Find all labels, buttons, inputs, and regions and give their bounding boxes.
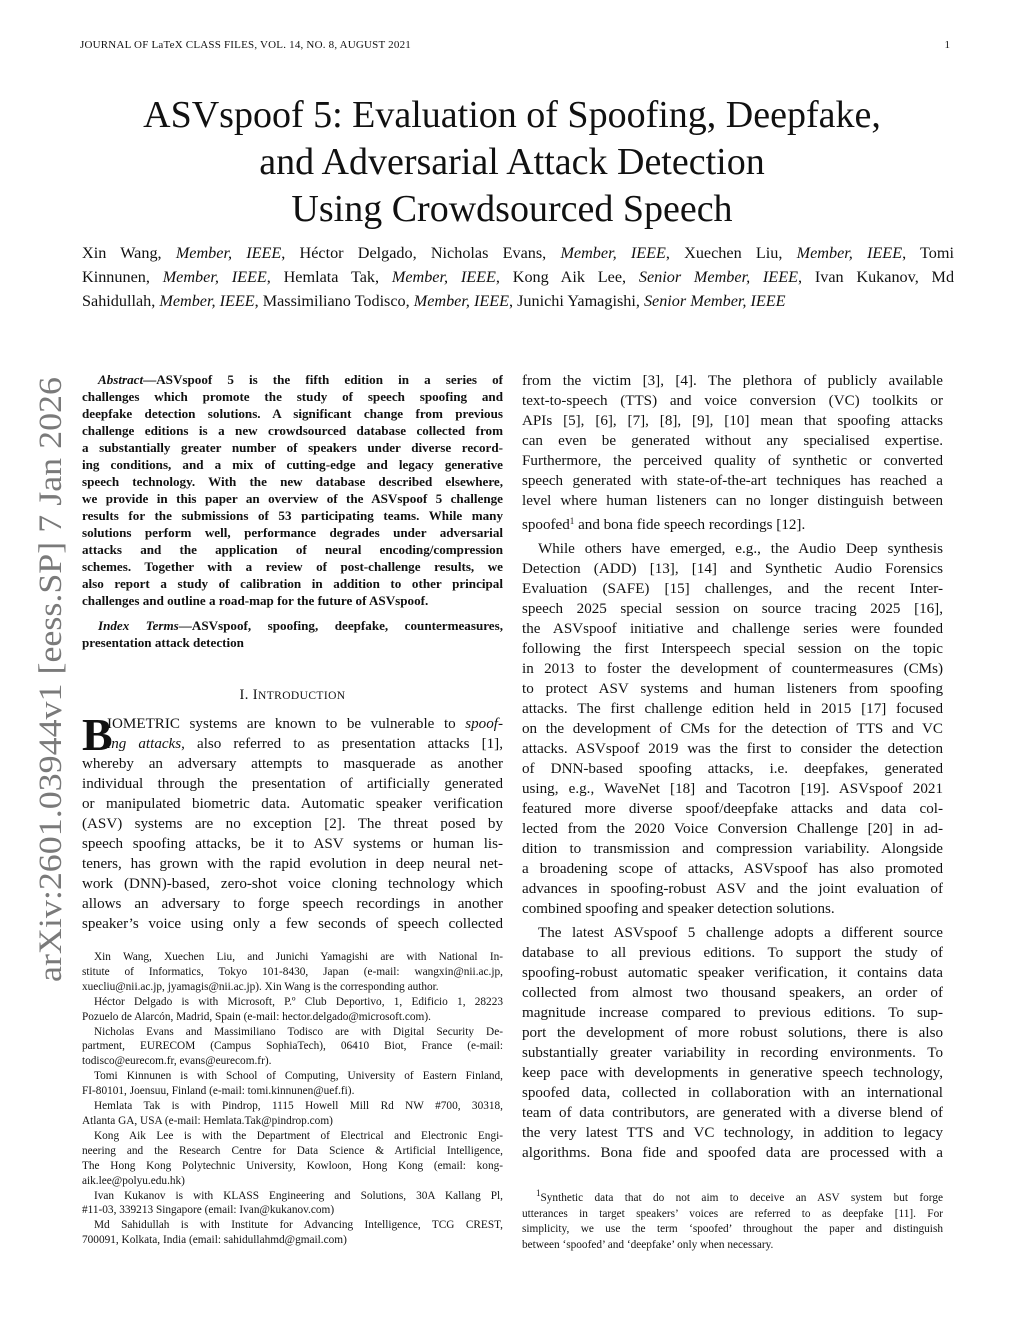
body-line: attacks. The first challenge edition held in 2015 [17] focused <box>522 701 943 717</box>
affiliation-line: #11-03, 339213 Singapore (email: Ivan@kukanov.com) <box>82 1204 335 1217</box>
intro-line: or manipulated biometric data. Automatic speaker verification <box>82 796 503 812</box>
affiliation-line: neering and the Research Centre for Data Science & Artificial Intelligence, <box>82 1144 503 1157</box>
index-terms-heading: Index Terms <box>98 618 179 633</box>
index-terms <box>82 617 503 651</box>
right-column <box>522 371 943 1163</box>
body-line: Furthermore, the perceived quality of synthetic or converted <box>522 453 943 469</box>
body-line: from the victim [3], [4]. The plethora of publicly available <box>522 373 943 389</box>
footnote <box>522 1186 943 1253</box>
affiliation-line: Md Sahidullah is with Institute for Advancing Intelligence, TCG CREST, <box>94 1219 503 1232</box>
affiliation-line: Hemlata Tak is with Pindrop, 1115 Howell Mill Rd NW #700, 30318, <box>94 1100 503 1113</box>
arxiv-label-text: arXiv:2601.03944v1 [eess.SP] 7 Jan 2026 <box>33 426 69 982</box>
body-line: spoofing-robust automatic speaker verification, it contains data <box>522 965 943 981</box>
intro-line: (ASV) systems are no exception [2]. The threat posed by <box>82 816 503 832</box>
abstract-line: challenge editions is a new crowdsourced database collected from <box>82 423 503 438</box>
affiliation-line: Héctor Delgado is with Microsoft, P.º Club Deportivo, 1, Edificio 1, 28223 <box>94 995 503 1008</box>
page-number: 1 <box>944 39 950 51</box>
author-line: Kinnunen, Member, IEEE, Hemlata Tak, Member, IEEE, Kong Aik Lee, Senior Member, IEEE, Ivan Kukanov, Md <box>82 268 954 286</box>
abstract-line: challenges and outline a road-map for the future of ASVspoof. <box>82 593 429 608</box>
body-line: lected from the 2020 Voice Conversion Challenge [20] in ad- <box>522 821 943 837</box>
abstract-line: ing conditions, and a mix of cutting-edge and legacy generative <box>82 457 503 472</box>
running-header <box>80 39 950 59</box>
body-paragraph <box>522 923 943 1163</box>
affiliation-line: Tomi Kinnunen is with School of Computing, University of Eastern Finland, <box>94 1070 503 1083</box>
abstract-line: deepfake detection solutions. A significant change from previous <box>82 406 503 421</box>
abstract-line: results for the submissions of 53 participating teams. While many <box>82 508 503 523</box>
body-line: spoofed data, collected in collaboration with an international <box>522 1085 943 1101</box>
section-heading-introduction: I. INTRODUCTION <box>239 687 346 703</box>
body-line: substantially greater variability in recording environments. To <box>522 1045 943 1061</box>
affiliation-note <box>82 950 503 995</box>
body-line: using, e.g., WaveNet [18] and Tacotron [19]. ASVspoof 2021 <box>522 781 943 797</box>
body-line: keep pace with developments in generative speech technology, <box>522 1065 943 1081</box>
footnote-line: between ‘spoofed’ and ‘deepfake’ only when necessary. <box>522 1238 774 1251</box>
title-line: ASVspoof 5: Evaluation of Spoofing, Deepfake, <box>143 94 881 136</box>
drop-cap: B <box>82 709 113 760</box>
affiliation-line: Kong Aik Lee is with the Department of Electrical and Electronic Engi- <box>94 1129 503 1142</box>
intro-line: IOMETRIC systems are known to be vulnerable to spoof- <box>107 716 503 732</box>
affiliation-note <box>82 1069 503 1099</box>
body-line: speech generated with state-of-the-art techniques has reached a <box>522 473 943 489</box>
body-line: APIs [5], [6], [7], [8], [9], [10] mean that spoofing attacks <box>522 413 943 429</box>
body-line: dition to transmission and compression variability. Alongside <box>522 841 943 857</box>
body-line: to protect ASV systems and human listeners from spoofing <box>522 681 943 697</box>
abstract-line: schemes. Together with a review of post-challenge results, we <box>82 559 503 574</box>
body-line: the ASVspoof initiative and challenge series were founded <box>522 621 943 637</box>
index-terms-line: presentation attack detection <box>82 635 244 650</box>
abstract-line: solutions perform well, performance degrades under adversarial <box>82 525 503 540</box>
affiliation-line: Pozuelo de Alarcón, Madrid, Spain (e-mail: hector.delgado@microsoft.com). <box>82 1010 431 1023</box>
body-line: speech 2025 special session on source tracing 2025 [16], <box>522 601 943 617</box>
affiliation-note <box>82 1099 503 1129</box>
affiliation-note <box>82 1189 503 1219</box>
author-affiliations <box>82 950 503 1248</box>
abstract-line: we provide in this paper an overview of the ASVspoof 5 challenge <box>82 491 503 506</box>
abstract-line: Abstract—ASVspoof 5 is the fifth edition in a series of <box>98 372 503 387</box>
body-line: can even be generated without any specialised expertise. <box>522 433 943 449</box>
affiliation-line: 700091, Kolkata, India (email: sahidullahmd@gmail.com) <box>82 1234 347 1247</box>
author-line: Xin Wang, Member, IEEE, Héctor Delgado, Nicholas Evans, Member, IEEE, Xuechen Liu, Member, IEEE, Tomi <box>82 244 954 262</box>
affiliation-line: Atlanta GA, USA (e-mail: Hemlata.Tak@pindrop.com) <box>82 1114 333 1127</box>
body-line: on the development of CMs for the detection of TTS and VC <box>522 721 943 737</box>
body-line: Detection (ADD) [13], [14] and Synthetic Audio Forensics <box>522 561 943 577</box>
title-line: and Adversarial Attack Detection <box>259 141 765 183</box>
body-line: text-to-speech (TTS) and voice conversion (VC) toolkits or <box>522 393 943 409</box>
abstract-line: challenges which promote the study of speech spoofing and <box>82 389 503 404</box>
body-line: database to all previous editions. To support the study of <box>522 945 943 961</box>
body-paragraph <box>522 371 943 535</box>
abstract-line: a substantially greater number of speakers under diverse record- <box>82 440 503 455</box>
body-line: magnitude increase compared to previous editions. To sup- <box>522 1005 943 1021</box>
body-line: in 2013 to foster the development of countermeasures (CMs) <box>522 661 943 677</box>
intro-line: work (DNN)-based, zero-shot voice cloning technology which <box>82 876 503 892</box>
intro-line: individual through the presentation of artificially generated <box>82 776 503 792</box>
body-line: level where human listeners can no longer distinguish between <box>522 493 943 509</box>
intro-line: teners, has grown with the rapid evolution in deep neural net- <box>82 856 503 872</box>
left-column <box>82 371 503 1248</box>
affiliation-line: FI-80101, Joensuu, Finland (e-mail: tomi.kinnunen@uef.fi). <box>82 1085 355 1098</box>
journal-name: JOURNAL OF LaTeX CLASS FILES, VOL. 14, NO. 8, AUGUST 2021 <box>80 39 411 51</box>
affiliation-line: partment, EURECOM (Campus SophiaTech), 06410 Biot, France (e-mail: <box>82 1040 503 1053</box>
abstract <box>82 371 503 609</box>
body-line: algorithms. Bona fide and spoofed data are processed with a <box>522 1145 943 1161</box>
affiliation-note <box>82 995 503 1025</box>
body-line: of DNN-based spoofing attacks, i.e. deepfakes, generated <box>522 761 943 777</box>
body-line: team of data contributors, are generated with a diverse blend of <box>522 1105 943 1121</box>
body-line: a broadening scope of attacks, ASVspoof has also promoted <box>522 861 943 877</box>
body-line: following the first Interspeech special session on the topic <box>522 641 943 657</box>
abstract-line: also report a study of calibration in addition to other principal <box>82 576 503 591</box>
affiliation-line: aik.lee@polyu.edu.hk) <box>82 1174 185 1187</box>
body-line: port the development of more robust solutions, there is also <box>522 1025 943 1041</box>
body-paragraph <box>522 539 943 919</box>
footnote-number: 1 <box>536 1188 541 1198</box>
affiliation-line: Ivan Kukanov is with KLASS Engineering and Solutions, 30A Kallang Pl, <box>94 1189 503 1202</box>
affiliation-note <box>82 1025 503 1070</box>
body-line: featured more diverse spoof/deepfake attacks and data col- <box>522 801 943 817</box>
affiliation-note <box>82 1129 503 1189</box>
body-line: collected from almost two thousand speakers, an order of <box>522 985 943 1001</box>
body-line: combined spoofing and speaker detection solutions. <box>522 901 835 917</box>
intro-line: allows an adversary to forge speech recordings in another <box>82 896 503 912</box>
abstract-line: attacks and the application of neural encoding/compression <box>82 542 503 557</box>
paper-title <box>60 92 964 233</box>
footnote-line: utterances in target speakers’ voices are referred to as deepfake [11]. For <box>522 1207 943 1220</box>
body-line: advances in spoofing-robust ASV and the joint evaluation of <box>522 881 943 897</box>
affiliation-line: xuecliu@nii.ac.jp, jyamagis@nii.ac.jp). Xin Wang is the corresponding author. <box>82 980 439 993</box>
abstract-heading: Abstract <box>98 372 144 387</box>
affiliation-note <box>82 1218 503 1248</box>
footnote-marker: 1 <box>569 516 575 526</box>
index-terms-line: Index Terms—ASVspoof, spoofing, deepfake, countermeasures, <box>98 618 503 633</box>
intro-line: ing attacks, also referred to as presentation attacks [1], <box>107 736 503 752</box>
body-line: Evaluation (SAFE) [15] challenges, and the recent Inter- <box>522 581 943 597</box>
title-line: Using Crowdsourced Speech <box>291 188 733 230</box>
affiliation-line: Nicholas Evans and Massimiliano Todisco are with Digital Security De- <box>94 1025 503 1038</box>
body-line: attacks. ASVspoof 2019 was the first to consider the detection <box>522 741 943 757</box>
abstract-line: speech technology. With the new database described elsewhere, <box>82 474 503 489</box>
body-line: While others have emerged, e.g., the Audio Deep synthesis <box>538 541 943 557</box>
author-list <box>82 241 954 313</box>
body-line: spoofed$^1$ and bona fide speech recordings [12]. <box>522 516 806 533</box>
intro-line: whereby an adversary attempts to masquerade as another <box>82 756 503 772</box>
intro-line: speech spoofing attacks, be it to ASV systems or human lis- <box>82 836 503 852</box>
footnote-line: $^1$Synthetic data that do not aim to deceive an ASV system but forge <box>536 1188 943 1204</box>
affiliation-line: todisco@eurecom.fr, evans@eurecom.fr). <box>82 1055 272 1068</box>
author-line: Sahidullah, Member, IEEE, Massimiliano Todisco, Member, IEEE, Junichi Yamagishi, Senior Member, IEEE <box>82 292 786 310</box>
intro-line: speaker’s voice using only a few seconds of speech collected <box>82 916 503 932</box>
footnote-line: simplicity, we use the term ‘spoofed’ throughout the paper and distinguish <box>522 1223 943 1235</box>
affiliation-line: stitute of Informatics, Tokyo 101-8430, Japan (e-mail: wangxin@nii.ac.jp, <box>82 965 503 978</box>
affiliation-line: Xin Wang, Xuechen Liu, and Junichi Yamagishi are with National In- <box>94 951 503 963</box>
body-line: The latest ASVspoof 5 challenge adopts a different source <box>538 925 943 941</box>
affiliation-line: The Hong Kong Polytechnic University, Kowloon, Hong Kong (email: kong- <box>82 1159 503 1172</box>
body-line: the very latest TTS and VC technology, in addition to legacy <box>522 1125 943 1141</box>
introduction-text <box>82 709 503 934</box>
arxiv-identifier <box>9 372 89 982</box>
